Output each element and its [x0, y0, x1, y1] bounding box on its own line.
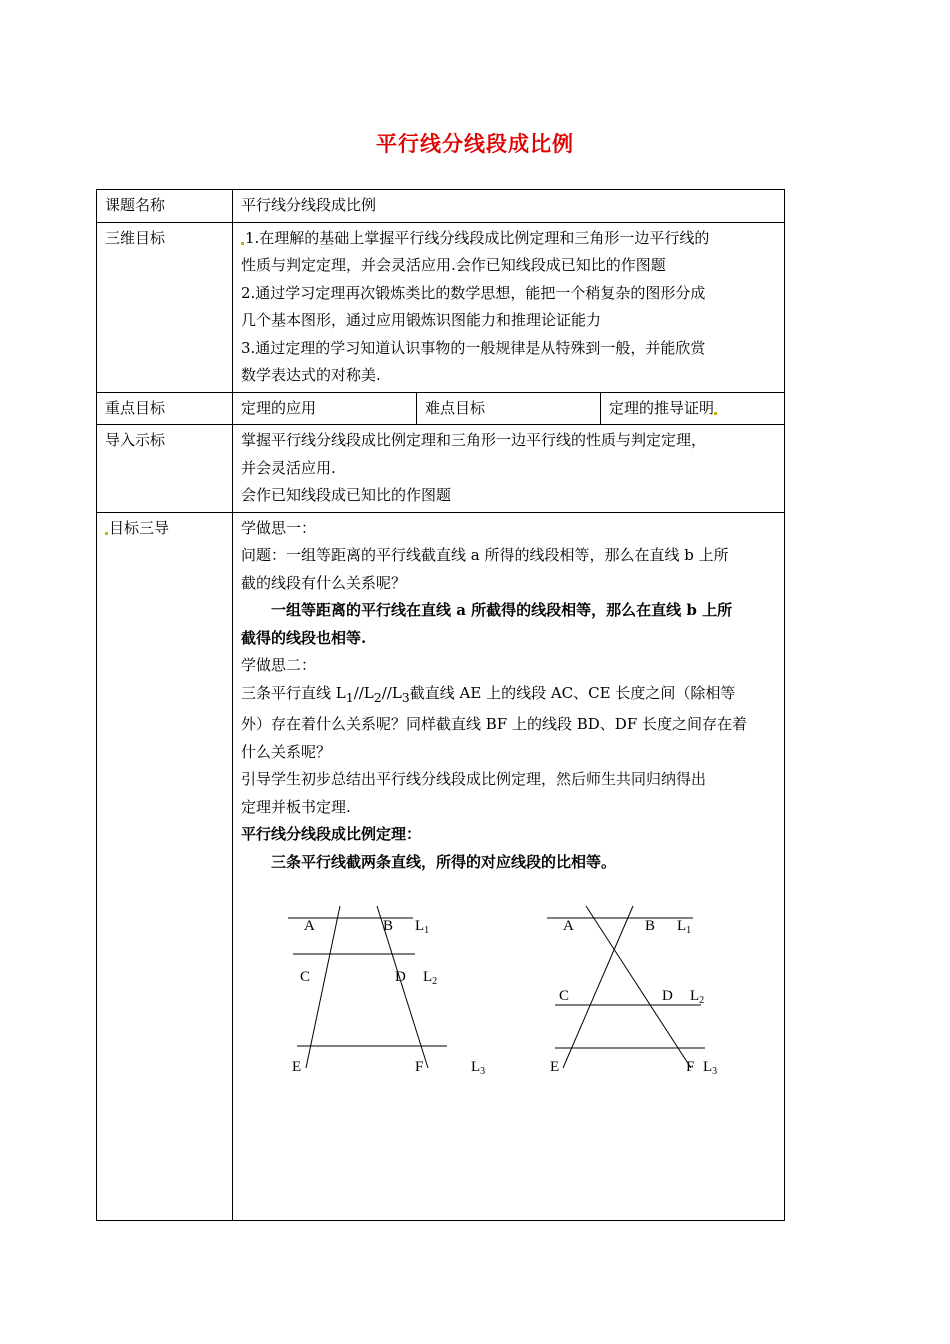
value-goals: [233, 222, 785, 392]
l2-2-sub: 2: [699, 995, 705, 1006]
question-2b: 外）存在着什么关系呢？同样截直线 BF 上的线段 BD、DF 长度之间存在着: [241, 715, 747, 733]
sep-2: //: [381, 683, 392, 702]
l2-2-letter: L: [690, 988, 700, 1004]
question-3b: 定理并板书定理.: [241, 797, 351, 816]
label-D: D: [395, 969, 406, 985]
difficulty-text: 定理的推导证明: [609, 398, 715, 417]
label-A: A: [304, 918, 315, 934]
label-C2: C: [559, 988, 570, 1004]
l3-letter: L: [471, 1059, 481, 1075]
value-key: 定理的应用: [233, 392, 417, 425]
label-goals: 三维目标: [97, 222, 233, 392]
think-one: 学做思一：: [241, 518, 317, 537]
sub-3: 3: [401, 689, 410, 705]
goal-line-2: 性质与判定定理，并会灵活应用.会作已知线段成已知比的作图题: [241, 256, 666, 274]
marker-dot: [714, 412, 717, 415]
label-guide: [97, 512, 233, 1221]
question-2c: 什么关系呢？: [241, 742, 332, 761]
label-D2: D: [662, 988, 673, 1004]
parallel-lines-diagrams: [233, 888, 793, 1138]
goal-line-6: 数学表达式的对称美.: [241, 366, 381, 384]
l1-sub: 1: [424, 925, 430, 936]
diagram-2-labels: [550, 918, 717, 1077]
l1-letter: L: [415, 918, 425, 934]
intro-line-1: 掌握平行线分线段成比例定理和三角形一边平行线的性质与判定定理，: [241, 431, 707, 449]
sep-1: //: [353, 683, 364, 702]
intro-line-3: 会作已知线段成已知比的作图题: [241, 486, 452, 504]
page-title: 平行线分线段成比例: [376, 131, 574, 156]
goal-line-4: 几个基本图形，通过应用锻炼识图能力和推理论证能力: [241, 311, 602, 329]
value-difficulty: [601, 392, 785, 425]
l3-2-letter: L: [703, 1059, 713, 1075]
l2-sub: 2: [432, 976, 438, 987]
question-3a: 引导学生初步总结出平行线分线段成比例定理，然后师生共同归纳得出: [241, 770, 707, 788]
think-two: 学做思二：: [241, 656, 317, 674]
label-intro: 导入示标: [97, 425, 233, 513]
label-A2: A: [563, 918, 574, 934]
label-L2: [423, 969, 437, 987]
label-F2: F: [686, 1059, 695, 1075]
label-B2: B: [645, 918, 656, 934]
label-L3: [471, 1059, 485, 1077]
row-guide: [97, 512, 785, 1221]
theorem-statement: 三条平行线截两条直线，所得的对应线段的比相等。: [271, 852, 617, 871]
l2-letter: L: [423, 969, 433, 985]
q2-suffix: 截直线 AE 上的线段 AC、CE 长度之间（除相等: [409, 683, 736, 702]
question-1b: 截的线段有什么关系呢？: [241, 573, 407, 592]
label-E2: E: [550, 1059, 560, 1075]
row-key: [97, 392, 785, 425]
value-guide: [233, 512, 785, 1221]
label-L2-2: [690, 988, 704, 1006]
value-course: 平行线分线段成比例: [233, 190, 785, 223]
label-E: E: [292, 1059, 302, 1075]
l3-sub: 3: [480, 1066, 486, 1077]
label-L1: [415, 918, 429, 936]
answer-1a: 一组等距离的平行线在直线 a 所截得的线段相等，那么在直线 b 上所: [271, 601, 733, 619]
marker-dot: [241, 242, 244, 245]
row-course: [97, 190, 785, 223]
label-C: C: [300, 969, 311, 985]
label-B: B: [383, 918, 394, 934]
q2-prefix: 三条平行直线 L: [241, 683, 346, 702]
goal-line-3: 2.通过学习定理再次锻炼类比的数学思想，能把一个稍复杂的图形分成: [241, 283, 706, 302]
goal-line-1: 1.在理解的基础上掌握平行线分线段成比例定理和三角形一边平行线的: [245, 228, 710, 247]
row-intro: [97, 425, 785, 513]
question-1a: 问题：一组等距离的平行线截直线 a 所得的线段相等，那么在直线 b 上所: [241, 546, 729, 564]
sub-2: 2: [373, 689, 382, 705]
diagrams: [241, 876, 776, 1218]
label-L1-2: [677, 918, 691, 936]
l1-2-letter: L: [677, 918, 687, 934]
lesson-table: [96, 189, 785, 1221]
l3-2-sub: 3: [712, 1066, 718, 1077]
question-2a: 三条平行直线 $L_1//L_2//L_3$截直线 AE 上的线段 AC、CE 长度之间（除相等: [241, 683, 736, 705]
label-F: F: [415, 1059, 424, 1075]
answer-1b: 截得的线段也相等.: [241, 628, 367, 647]
value-intro: [233, 425, 785, 513]
row-goals: [97, 222, 785, 392]
l1-2-sub: 1: [686, 925, 692, 936]
marker-dot: [105, 532, 108, 535]
intro-line-2: 并会灵活应用.: [241, 458, 336, 477]
sub-1: 1: [345, 689, 354, 705]
label-key: 重点目标: [97, 392, 233, 425]
theorem-title: 平行线分线段成比例定理：: [241, 825, 422, 843]
label-course: 课题名称: [97, 190, 233, 223]
label-difficulty: 难点目标: [417, 392, 601, 425]
goal-line-5: 3.通过定理的学习知道认识事物的一般规律是从特殊到一般，并能欣赏: [241, 338, 706, 357]
label-L3-2: [703, 1059, 717, 1077]
guide-label-text: 目标三导: [109, 518, 170, 537]
